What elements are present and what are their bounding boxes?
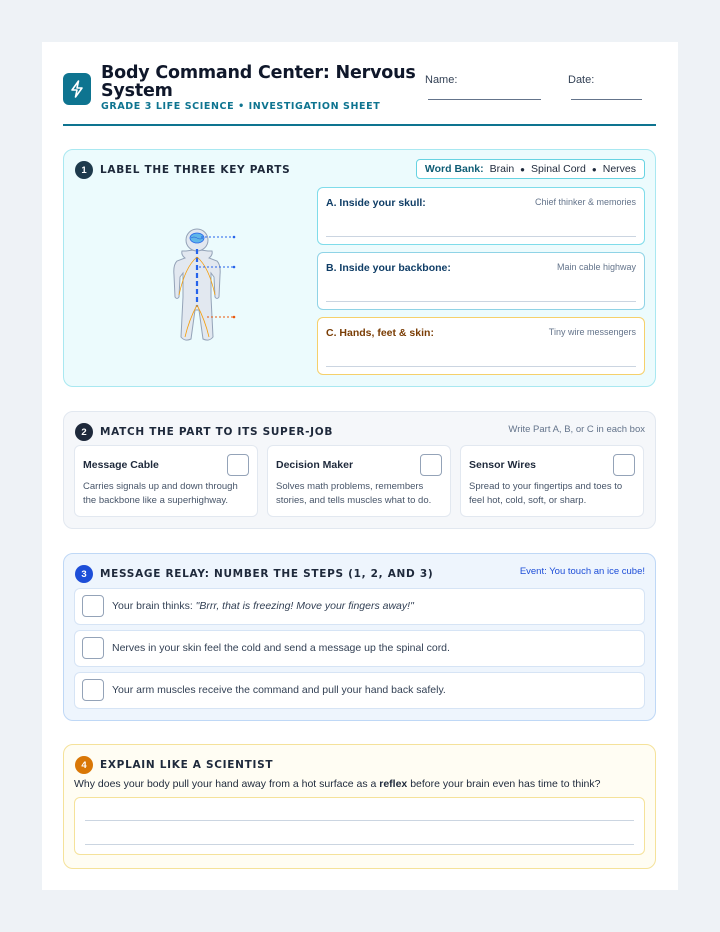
label-box-c[interactable] [317, 317, 645, 375]
lightning-bolt-icon [63, 73, 91, 105]
label-box-hint: Tiny wire messengers [548, 327, 636, 337]
label-box-b[interactable] [317, 252, 645, 310]
section-title: MATCH THE PART TO ITS SUPER-JOB [100, 426, 334, 438]
step-row [74, 588, 645, 625]
page-subtitle: GRADE 3 LIFE SCIENCE • INVESTIGATION SHEET [101, 101, 381, 112]
step-row [74, 630, 645, 667]
worksheet-page [42, 42, 678, 890]
step-number-box[interactable] [82, 595, 104, 617]
header-divider [63, 124, 656, 126]
answer-box[interactable] [420, 454, 442, 476]
bullet-icon: ● [591, 164, 597, 174]
step-quote: "Brrr, that is freezing! Move your fingers away!" [195, 600, 414, 612]
job-card-title: Sensor Wires [469, 459, 537, 471]
job-card-decision-maker [267, 445, 451, 517]
job-card-message-cable [74, 445, 258, 517]
step-text: Your arm muscles receive the command and pull your hand back safely. [112, 684, 446, 696]
section-explain [63, 744, 656, 869]
section-message-relay [63, 553, 656, 721]
name-field[interactable] [428, 99, 541, 100]
name-label: Name: [425, 74, 458, 86]
date-label: Date: [568, 74, 595, 86]
section-title: MESSAGE RELAY: NUMBER THE STEPS (1, 2, AND 3) [100, 568, 434, 580]
step-row [74, 672, 645, 709]
answer-line[interactable] [326, 301, 636, 302]
label-box-title: C. Hands, feet & skin: [326, 327, 434, 339]
job-card-sensor-wires [460, 445, 644, 517]
answer-line[interactable] [326, 236, 636, 237]
word-bank-word: Nerves [602, 163, 636, 175]
section-number: 3 [75, 565, 93, 583]
answer-box[interactable] [613, 454, 635, 476]
label-box-a[interactable] [317, 187, 645, 245]
question-text: Why does your body pull your hand away from a hot surface as a reflex before your brain even has time to think? [74, 778, 601, 790]
section-label-parts [63, 149, 656, 387]
label-box-hint: Chief thinker & memories [534, 197, 636, 207]
section-instruction: Write Part A, B, or C in each box [508, 424, 645, 435]
page-title: Body Command Center: Nervous System [101, 63, 416, 101]
bullet-icon: ● [520, 164, 526, 174]
section-title: LABEL THE THREE KEY PARTS [100, 164, 291, 176]
section-number: 1 [75, 161, 93, 179]
answer-line[interactable] [85, 820, 634, 821]
answer-box[interactable] [74, 797, 645, 855]
label-box-title: A. Inside your skull: [326, 197, 426, 209]
job-card-description: Solves math problems, remembers stories, and tells muscles what to do. [276, 481, 432, 506]
label-box-hint: Main cable highway [556, 262, 636, 272]
step-text: Nerves in your skin feel the cold and send a message up the spinal cord. [112, 642, 450, 654]
word-bank-title: Word Bank: [424, 163, 484, 175]
job-card-title: Message Cable [83, 459, 159, 471]
word-bank [416, 159, 645, 179]
date-field[interactable] [571, 99, 642, 100]
step-number-box[interactable] [82, 637, 104, 659]
section-title: EXPLAIN LIKE A SCIENTIST [100, 759, 274, 771]
step-number-box[interactable] [82, 679, 104, 701]
job-card-description: Carries signals up and down through the backbone like a superhighway. [83, 481, 238, 506]
job-card-description: Spread to your fingertips and toes to feel hot, cold, soft, or sharp. [469, 481, 623, 506]
question-keyword: reflex [379, 778, 408, 790]
word-bank-word: Spinal Cord [531, 163, 586, 175]
section-match-jobs [63, 411, 656, 529]
job-card-title: Decision Maker [276, 459, 354, 471]
step-text: Your brain thinks: "Brrr, that is freezing! Move your fingers away!" [112, 600, 414, 612]
word-bank-word: Brain [489, 163, 515, 175]
section-number: 2 [75, 423, 93, 441]
event-note: Event: You touch an ice cube! [519, 566, 645, 577]
section-number: 4 [75, 756, 93, 774]
label-box-title: B. Inside your backbone: [326, 262, 451, 274]
human-body-diagram [157, 225, 237, 345]
answer-box[interactable] [227, 454, 249, 476]
answer-line[interactable] [85, 844, 634, 845]
answer-line[interactable] [326, 366, 636, 367]
